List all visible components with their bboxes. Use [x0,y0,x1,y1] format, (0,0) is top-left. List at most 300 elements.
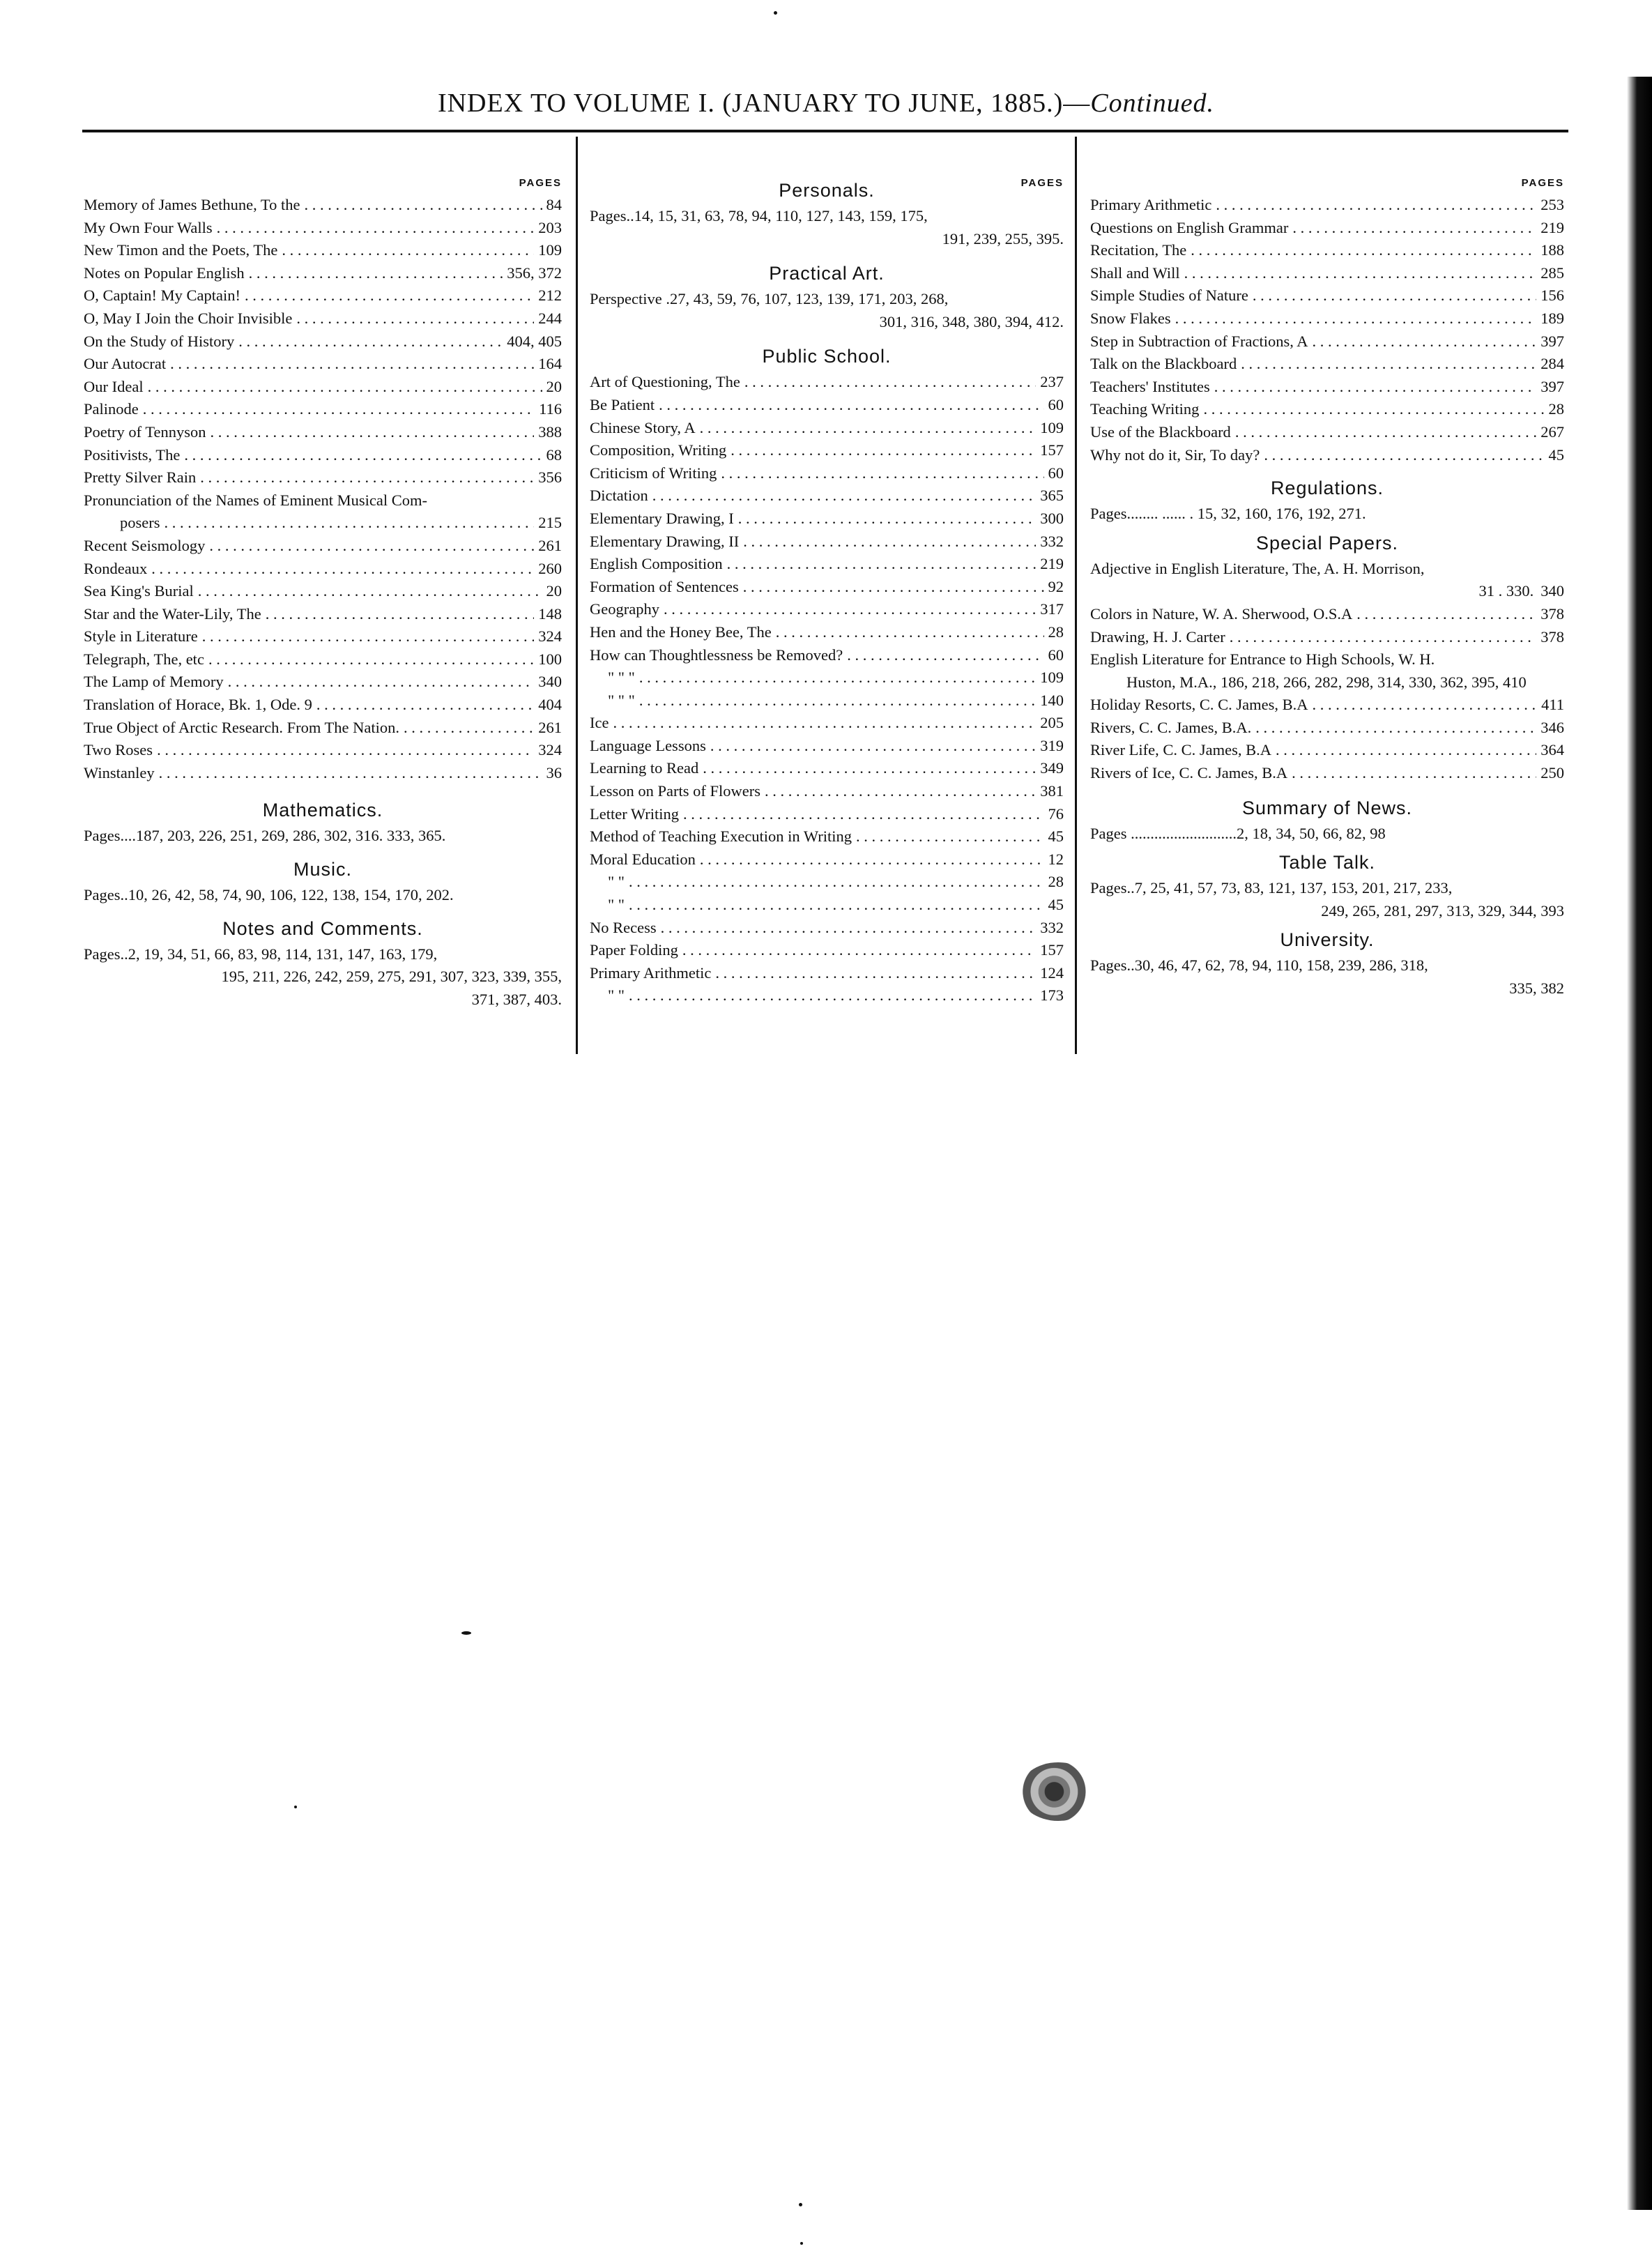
entry-title: Primary Arithmetic [590,963,712,982]
entry-page: 188 [1540,241,1564,259]
right-column [1090,173,1564,1000]
entry-title: Sea King's Burial [84,582,194,600]
index-entry [590,508,1064,531]
index-entry [84,398,562,421]
dot-leader [209,535,534,558]
index-entry [1090,762,1564,785]
entry-title: Criticism of Writing [590,464,717,482]
index-entry [84,307,562,330]
entry-title: " " [608,896,625,914]
entry-title: No Recess [590,918,657,936]
index-entry [590,984,1064,1007]
middle-column [590,173,1064,1007]
entry-page: 267 [1540,422,1564,441]
index-entry [84,330,562,353]
index-entry [84,466,562,489]
page-list-line: Pages..10, 26, 42, 58, 74, 90, 106, 122, 138, 154, 170, 202. [84,886,454,904]
dot-leader [629,871,1044,894]
index-entry [84,489,562,512]
entry-title: Why not do it, Sir, To day? [1090,445,1260,464]
dot-leader [249,262,503,285]
entry-page: 324 [538,627,562,646]
section-heading-practical-art: Practical Art. [769,263,885,284]
entry-page: 60 [1048,646,1064,664]
entry-page: 404, 405 [507,332,562,350]
entry-page: 189 [1540,309,1564,327]
index-entry [84,444,562,467]
index-entry [590,621,1064,644]
index-entry [84,671,562,694]
entry-page: 388 [538,422,562,441]
index-entry [84,558,562,581]
left-entry-list [84,194,562,784]
section-page-list [84,884,562,907]
entry-page: 109 [1040,669,1064,687]
index-entry [84,376,562,399]
dot-leader [652,485,1037,508]
dot-leader [700,848,1044,871]
page-title [0,88,1652,119]
entry-page: 356 [538,468,562,487]
entry-page: 261 [538,536,562,554]
dot-leader [727,553,1037,576]
right-entry-list [1090,194,1564,466]
dot-leader [159,762,542,785]
dot-leader [1276,739,1536,762]
dot-leader [1255,717,1536,740]
entry-page: 68 [546,445,562,464]
entry-page: 300 [1040,509,1064,527]
dot-leader [765,780,1036,803]
page-list-line: 249, 265, 281, 297, 313, 329, 344, 393 [1321,901,1564,920]
entry-page: 397 [1540,332,1564,350]
index-entry [590,576,1064,599]
dot-leader [664,598,1036,621]
index-entry [84,648,562,671]
entry-page: 45 [1048,896,1064,914]
entry-page: 173 [1040,986,1064,1005]
entry-title: Paper Folding [590,941,678,959]
entry-page: 244 [538,309,562,327]
dot-leader [639,689,1036,712]
dot-leader [1356,603,1536,626]
entry-title: Talk on the Blackboard [1090,355,1237,373]
index-entry [590,417,1064,440]
entry-title: Winstanley [84,763,155,781]
index-entry [1090,262,1564,285]
index-entry [84,262,562,285]
dot-leader [296,307,534,330]
dot-leader [1216,194,1536,217]
entry-title: Art of Questioning, The [590,373,740,391]
entry-title: Moral Education [590,850,696,868]
index-entry [84,739,562,762]
index-entry [84,421,562,444]
dot-leader [1241,353,1536,376]
entry-page: 116 [539,400,562,418]
dot-leader [282,239,534,262]
index-entry [590,848,1064,871]
entry-page: 109 [538,241,562,259]
entry-title: Palinode [84,400,139,418]
dot-leader [639,666,1036,689]
index-entry [84,512,562,535]
entry-page: 261 [538,718,562,736]
index-entry [590,553,1064,576]
dot-leader [1175,307,1537,330]
entry-title: 31 . 330. [1478,582,1534,600]
entry-page: 84 [546,196,562,213]
entry-title: Elementary Drawing, II [590,532,740,550]
dot-leader [1264,444,1544,467]
index-entry [84,194,562,217]
column-divider-right [1075,137,1077,1054]
entry-title: Method of Teaching Execution in Writing [590,827,852,846]
entry-title: Style in Literature [84,627,198,646]
title-suffix: Continued. [1090,89,1215,118]
entry-page: 284 [1540,355,1564,373]
entry-title: Recitation, The [1090,241,1187,259]
index-entry [1090,239,1564,262]
entry-page: 319 [1040,736,1064,754]
index-entry [1090,671,1564,694]
index-entry [590,644,1064,667]
dot-leader [847,644,1043,667]
entry-title: Recent Seismology [84,536,206,554]
index-entry [84,239,562,262]
index-entry [84,625,562,648]
index-entry [1090,739,1564,762]
section-heading: Music. [293,859,352,880]
dot-leader [1253,284,1536,307]
dot-leader [682,939,1036,962]
index-entry [590,371,1064,394]
dot-leader [1235,421,1536,444]
entry-page: 28 [1548,400,1564,418]
index-entry [590,394,1064,417]
entry-page: 20 [546,582,562,600]
dot-leader [228,671,535,694]
index-entry [1090,376,1564,399]
dot-leader [151,558,534,581]
entry-page: 28 [1048,623,1064,641]
index-entry [590,894,1064,917]
dot-leader [208,648,534,671]
entry-title: Composition, Writing [590,441,727,459]
table-talk-pages [1090,877,1564,922]
left-column [84,173,562,1011]
index-entry [84,535,562,558]
entry-title: River Life, C. C. James, B.A [1090,741,1271,759]
dot-leader [1292,762,1536,785]
university-pages [1090,954,1564,1000]
ink-speck [461,1631,471,1635]
entry-title: Notes on Popular English [84,264,245,282]
entry-page: 397 [1540,377,1564,395]
entry-title: Dictation [590,487,648,505]
dot-leader [1292,217,1536,240]
entry-page: 212 [538,287,562,305]
entry-page: 404 [538,696,562,714]
entry-page: 253 [1540,196,1564,213]
entry-page: 381 [1040,782,1064,800]
page-list-line: 371, 387, 403. [471,990,562,1008]
dot-leader [743,531,1036,554]
dot-leader [170,353,534,376]
entry-page: 237 [1040,373,1064,391]
index-entry [1090,398,1564,421]
pages-header: PAGES [519,177,562,189]
entry-title: O, May I Join the Choir Invisible [84,309,293,327]
dot-leader [238,330,503,353]
entry-page: 378 [1540,604,1564,623]
entry-title: Use of the Blackboard [1090,422,1231,441]
index-entry [1090,330,1564,353]
dot-leader [157,739,534,762]
entry-title: Geography [590,600,659,618]
index-entry [1090,717,1564,740]
ink-speck [799,2203,802,2206]
index-entry [590,462,1064,485]
dot-leader [1203,398,1544,421]
index-entry [1090,694,1564,717]
entry-page: 356, 372 [507,264,562,282]
regulations-pages [1090,503,1564,526]
entry-title: Holiday Resorts, C. C. James, B.A [1090,696,1308,714]
entry-page: 365 [1040,487,1064,505]
entry-page: 109 [1040,418,1064,436]
section-heading-summary-of-news: Summary of News. [1241,797,1413,818]
dot-leader [1230,626,1537,649]
entry-page: 324 [538,741,562,759]
entry-title: Letter Writing [590,804,680,823]
index-entry [590,666,1064,689]
entry-page: 215 [538,514,562,532]
entry-title: Rivers of Ice, C. C. James, B.A [1090,764,1288,782]
page-list-line: Pages ...........................2, 18, 34, 50, 66, 82, 98 [1090,824,1386,842]
entry-title: Simple Studies of Nature [1090,287,1248,305]
dot-leader [743,576,1044,599]
index-entry [590,825,1064,848]
column-divider-left [576,137,578,1054]
entry-title: Rondeaux [84,559,148,577]
page-list-line: Pages..2, 19, 34, 51, 66, 83, 98, 114, 131, 147, 163, 179, [84,945,438,963]
dot-leader [856,825,1044,848]
ink-speck [294,1806,297,1808]
section-heading: Notes and Comments. [222,917,423,939]
entry-page: 60 [1048,395,1064,413]
entry-title: Star and the Water-Lily, The [84,604,261,623]
index-entry [590,917,1064,940]
dot-leader [316,694,534,717]
section-page-list [84,825,562,848]
entry-page: 219 [1040,555,1064,573]
entry-page: 76 [1048,804,1064,823]
ink-speck [774,11,777,15]
index-entry [590,757,1064,780]
section-heading-university: University. [1280,929,1375,951]
index-entry [590,803,1064,826]
dot-leader [659,394,1043,417]
entry-page: 157 [1040,441,1064,459]
section-heading-regulations: Regulations. [1270,478,1384,499]
index-entry [590,780,1064,803]
entry-title: English Literature for Entrance to High Schools, W. H. [1090,650,1435,669]
dot-leader [710,735,1036,758]
section-heading-personals: Personals. [779,180,875,201]
index-entry [1090,284,1564,307]
index-entry [1090,626,1564,649]
entry-title: Snow Flakes [1090,309,1171,327]
page-list-line: 191, 239, 255, 395. [942,229,1064,247]
index-entry [590,712,1064,735]
section-page-list [84,943,562,1012]
entry-title: Drawing, H. J. Carter [1090,627,1225,646]
entry-title: Telegraph, The, etc [84,650,204,668]
index-entry [590,939,1064,962]
entry-page: 378 [1540,627,1564,646]
dot-leader [613,712,1036,735]
entry-title: Positivists, The [84,445,181,464]
entry-title: Our Autocrat [84,355,167,373]
entry-title: Colors in Nature, W. A. Sherwood, O.S.A [1090,604,1353,623]
left-section-list [84,793,562,1011]
entry-title: Rivers, C. C. James, B.A. [1090,718,1252,736]
header-rule [82,130,1568,132]
index-entry [1090,194,1564,217]
index-entry [1090,307,1564,330]
dot-leader [217,217,535,240]
index-entry [590,439,1064,462]
dot-leader [404,717,534,740]
dot-leader [1312,330,1536,353]
entry-title: Hen and the Honey Bee, The [590,623,772,641]
dot-leader [661,917,1037,940]
entry-page: 219 [1540,218,1564,236]
dot-leader [304,194,542,217]
entry-title: " " " [608,691,635,709]
index-entry [84,717,562,740]
entry-page: 124 [1040,963,1064,982]
entry-title: Formation of Sentences [590,577,739,595]
entry-title: New Timon and the Poets, The [84,241,278,259]
index-entry [1090,421,1564,444]
ink-speck [800,2242,803,2245]
entry-page: 45 [1048,827,1064,846]
entry-page: 203 [538,218,562,236]
page-list-line: Pages..14, 15, 31, 63, 78, 94, 110, 127, 143, 159, 175, [590,207,928,224]
index-entry [590,735,1064,758]
pages-header: PAGES [1521,177,1564,189]
index-entry [84,353,562,376]
entry-title: Language Lessons [590,736,706,754]
index-entry [1090,580,1564,603]
entry-title: O, Captain! My Captain! [84,287,240,305]
entry-title: Ice [590,714,609,732]
dot-leader [148,376,542,399]
dot-leader [184,444,542,467]
entry-title: Pretty Silver Rain [84,468,197,487]
entry-page: 140 [1040,691,1064,709]
entry-title: Two Roses [84,741,153,759]
index-entry [1090,603,1564,626]
index-entry [590,871,1064,894]
index-entry [84,284,562,307]
page-list-line: Pages..7, 25, 41, 57, 73, 83, 121, 137, 153, 201, 217, 233, [1090,879,1453,897]
entry-page: 340 [538,673,562,691]
dot-leader [1313,694,1538,717]
entry-page: 36 [546,763,562,781]
entry-title: Teaching Writing [1090,400,1200,418]
dot-leader [776,621,1044,644]
entry-title: Pronunciation of the Names of Eminent Musical Com- [84,491,428,509]
index-entry [590,689,1064,712]
entry-page: 317 [1040,600,1064,618]
entry-title: Step in Subtraction of Fractions, A [1090,332,1308,350]
index-entry [1090,558,1564,581]
page-list-line: Pages........ ...... . 15, 32, 160, 176, 192, 271. [1090,505,1366,523]
entry-title: Shall and Will [1090,264,1180,282]
dot-leader [143,398,535,421]
entry-title: " " [608,986,625,1005]
entry-page: 20 [546,377,562,395]
special-papers-entry-list [1090,558,1564,785]
section-heading: Mathematics. [262,800,383,821]
entry-title: How can Thoughtlessness be Removed? [590,646,843,664]
dot-leader [700,417,1037,440]
dot-leader [738,508,1036,531]
dot-leader [721,462,1043,485]
title-main: INDEX TO VOLUME I. (JANUARY TO JUNE, 1885.)— [437,89,1091,118]
dot-leader [715,962,1036,985]
index-entry [84,762,562,785]
dot-leader [1214,376,1536,399]
entry-page: 12 [1048,850,1064,868]
entry-title: Huston, M.A., 186, 218, 266, 282, 298, 314, 330, 362, 395, 410 [1126,673,1527,691]
dot-leader [266,603,535,626]
index-entry [84,603,562,626]
dot-leader [202,625,535,648]
entry-page: 156 [1540,287,1564,305]
page-list-line: Pages..30, 46, 47, 62, 78, 94, 110, 158, 239, 286, 318, [1090,956,1428,975]
dot-leader [1184,262,1537,285]
page-list-line: 335, 382 [1509,979,1564,998]
personals-pages [590,205,1064,250]
dot-leader [211,421,535,444]
index-entry [1090,217,1564,240]
index-entry [590,531,1064,554]
index-entry [590,485,1064,508]
entry-page: 349 [1040,759,1064,777]
entry-title: Poetry of Tennyson [84,422,206,441]
entry-page: 100 [538,650,562,668]
entry-title: English Composition [590,555,723,573]
entry-title: Learning to Read [590,759,699,777]
entry-title: Elementary Drawing, I [590,509,734,527]
entry-page: 28 [1048,873,1064,891]
dot-leader [731,439,1036,462]
entry-title: " " " [608,669,635,687]
entry-page: 205 [1040,714,1064,732]
entry-title: On the Study of History [84,332,235,350]
index-entry [590,962,1064,985]
summary-of-news-pages [1090,823,1564,846]
entry-page: 92 [1048,577,1064,595]
index-entry [590,598,1064,621]
dot-leader [165,512,535,535]
page-list-line: 195, 211, 226, 242, 259, 275, 291, 307, 323, 339, 355, [221,968,562,986]
entry-page: 45 [1548,445,1564,464]
